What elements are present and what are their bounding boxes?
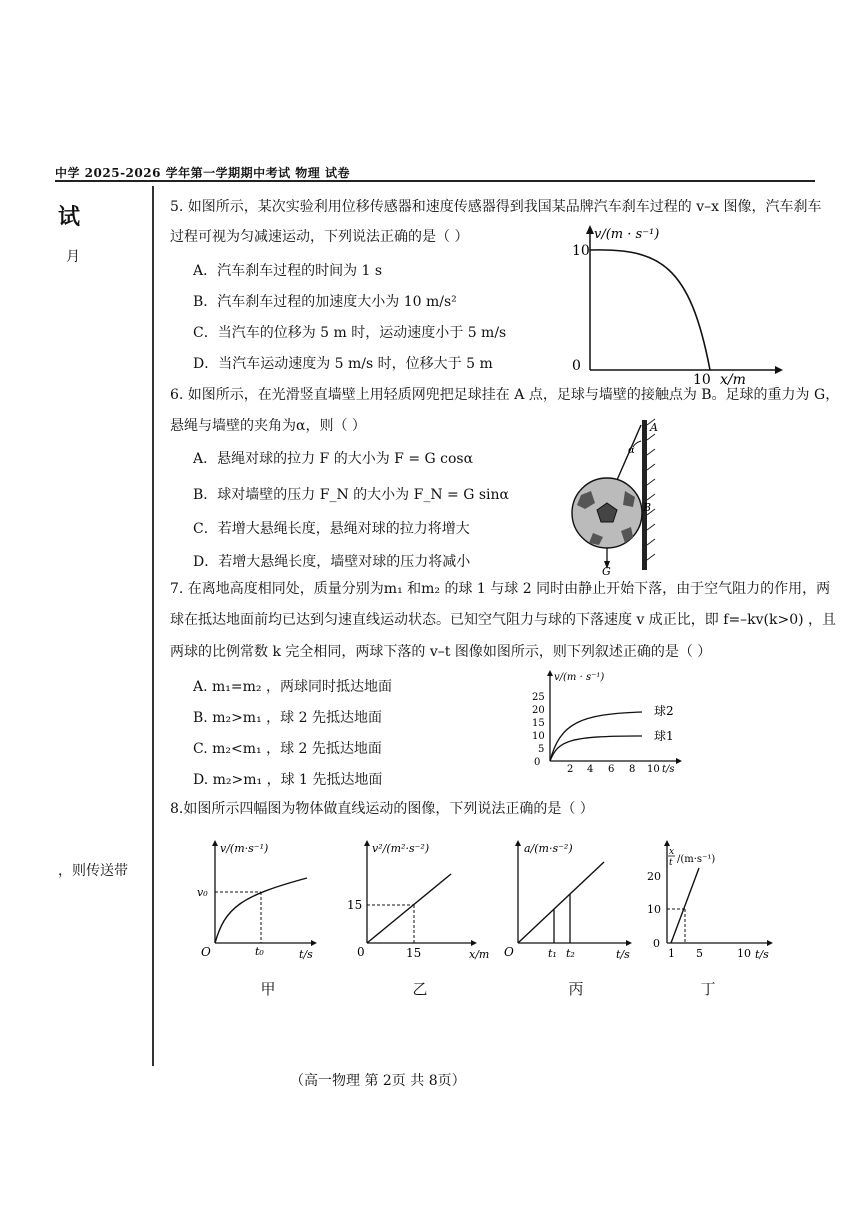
q7-ball2-label: 球2 <box>654 704 674 718</box>
q6-wall <box>642 420 647 570</box>
q6-option-d: D．若增大悬绳长度，墙壁对球的压力将减小 <box>193 554 471 570</box>
q8-graph-yi <box>345 838 495 963</box>
q8-graph-bing <box>500 838 640 963</box>
exam-header: 中学 2025-2026 学年第一学期期中考试 物理 试卷 <box>55 166 350 180</box>
svg-text:5: 5 <box>696 947 703 960</box>
binding-margin-line <box>152 186 154 1066</box>
svg-text:x: x <box>669 847 675 857</box>
header-divider <box>55 180 815 182</box>
q8-stem: 8.如图所示四幅图为物体做直线运动的图像，下列说法正确的是（ ） <box>170 801 594 817</box>
svg-text:/(m·s⁻¹): /(m·s⁻¹) <box>677 854 716 865</box>
svg-text:0: 0 <box>653 937 660 950</box>
q7-option-b: B. m₂>m₁ ，球 2 先抵达地面 <box>193 710 382 726</box>
svg-text:20: 20 <box>532 705 545 716</box>
sidebar-month: 月 <box>66 249 80 265</box>
svg-text:a/(m·s⁻²): a/(m·s⁻²) <box>524 842 573 855</box>
q5-origin: 0 <box>572 358 581 374</box>
q6-football-figure <box>565 415 675 575</box>
q8-caption-yi: 乙 <box>412 980 428 998</box>
q5-option-a: A．汽车刹车过程的时间为 1 s <box>193 263 383 279</box>
q7-ball1-curve <box>550 736 642 761</box>
q5-stem-line2: 过程可视为匀减速运动，下列说法正确的是（ ） <box>170 229 469 245</box>
svg-text:10: 10 <box>737 947 751 960</box>
svg-text:t/s: t/s <box>755 948 769 961</box>
q6-stem-line1: 6. 如图所示，在光滑竖直墙壁上用轻质网兜把足球挂在 A 点，足球与墙壁的接触点为 B。足球的重力为 G， <box>170 387 840 403</box>
svg-text:t₀: t₀ <box>255 945 264 958</box>
q5-ylabel: v/(m · s⁻¹) <box>594 227 660 242</box>
svg-text:2: 2 <box>567 764 574 775</box>
q5-option-d: D．当汽车运动速度为 5 m/s 时，位移大于 5 m <box>193 356 493 372</box>
svg-text:20: 20 <box>647 870 661 883</box>
q7-ball1-label: 球1 <box>654 729 674 743</box>
svg-text:1: 1 <box>668 947 675 960</box>
q6-stem-line2: 悬绳与墙壁的夹角为α，则（ ） <box>170 418 366 434</box>
svg-text:10: 10 <box>647 903 661 916</box>
q6-label-a: A <box>650 421 658 434</box>
q8-caption-ding: 丁 <box>700 980 716 998</box>
svg-text:t/s: t/s <box>662 764 675 775</box>
q6-option-a: A．悬绳对球的拉力 F 的大小为 F = G cosα <box>193 451 474 467</box>
q5-xlabel: x/m <box>720 372 746 385</box>
svg-text:0: 0 <box>357 945 365 959</box>
q5-option-c: C．当汽车的位移为 5 m 时，运动速度小于 5 m/s <box>193 325 507 341</box>
q8-caption-jia: 甲 <box>260 980 276 998</box>
q6-label-b: B <box>643 501 652 514</box>
q7-option-a: A. m₁=m₂ ，两球同时抵达地面 <box>193 679 392 695</box>
svg-text:v₀: v₀ <box>197 886 208 899</box>
svg-text:t/s: t/s <box>299 948 313 961</box>
q5-stem-line1: 5. 如图所示，某次实验利用位移传感器和速度传感器得到我国某品牌汽车刹车过程的 v–x 图像，汽车刹车 <box>170 199 822 215</box>
q7-vt-graph <box>530 668 690 778</box>
sidebar-fragment: ，则传送带 <box>58 863 128 879</box>
q6-option-c: C．若增大悬绳长度，悬绳对球的拉力将增大 <box>193 521 470 537</box>
svg-text:5: 5 <box>538 744 545 755</box>
q8-graph-jia <box>195 838 320 963</box>
svg-text:25: 25 <box>532 692 545 703</box>
svg-text:15: 15 <box>532 718 545 729</box>
svg-text:10: 10 <box>532 731 545 742</box>
q8-caption-bing: 丙 <box>568 980 584 998</box>
q5-vx-graph <box>550 220 790 385</box>
svg-text:v/(m · s⁻¹): v/(m · s⁻¹) <box>554 672 605 683</box>
page-footer: （高一物理 第 2页 共 8页） <box>290 1073 466 1089</box>
q5-ytick: 10 <box>572 243 590 259</box>
q6-label-g: G <box>602 565 611 575</box>
svg-text:8: 8 <box>629 764 636 775</box>
q7-option-c: C. m₂<m₁ ，球 2 先抵达地面 <box>193 741 382 757</box>
q6-option-b: B．球对墙壁的压力 F_N 的大小为 F_N = G sinα <box>193 487 509 503</box>
svg-text:0: 0 <box>534 757 541 768</box>
svg-text:O: O <box>504 945 514 959</box>
svg-text:4: 4 <box>587 764 594 775</box>
svg-text:t/s: t/s <box>616 948 630 961</box>
svg-text:6: 6 <box>608 764 615 775</box>
svg-text:x/m: x/m <box>469 948 490 961</box>
svg-text:t₂: t₂ <box>566 947 575 960</box>
q5-xtick: 10 <box>693 372 711 385</box>
svg-text:15: 15 <box>347 898 363 912</box>
svg-text:t: t <box>669 858 673 868</box>
svg-text:10: 10 <box>647 764 660 775</box>
q6-label-alpha: α <box>628 445 635 456</box>
svg-text:v²/(m²·s⁻²): v²/(m²·s⁻²) <box>372 842 430 855</box>
q7-stem-line2: 球在抵达地面前均已达到匀速直线运动状态。已知空气阻力与球的下落速度 v 成正比，即 f=–kv(k>0) ，且 <box>170 612 837 628</box>
svg-text:15: 15 <box>406 946 422 960</box>
svg-text:O: O <box>201 945 211 959</box>
q7-stem-line1: 7. 在离地高度相同处，质量分别为m₁ 和m₂ 的球 1 与球 2 同时由静止开始下落，由于空气阻力的作用，两 <box>170 581 831 597</box>
q5-curve <box>590 250 710 370</box>
svg-text:t₁: t₁ <box>548 947 557 960</box>
q7-stem-line3: 两球的比例常数 k 完全相同，两球下落的 v–t 图像如图所示，则下列叙述正确的是（ ） <box>170 644 712 660</box>
q8-graph-ding <box>645 838 785 963</box>
svg-text:v/(m·s⁻¹): v/(m·s⁻¹) <box>220 842 269 855</box>
sidebar-char: 试 <box>58 204 81 230</box>
q7-option-d: D. m₂>m₁ ，球 1 先抵达地面 <box>193 772 383 788</box>
q5-option-b: B．汽车刹车过程的加速度大小为 10 m/s² <box>193 294 457 310</box>
